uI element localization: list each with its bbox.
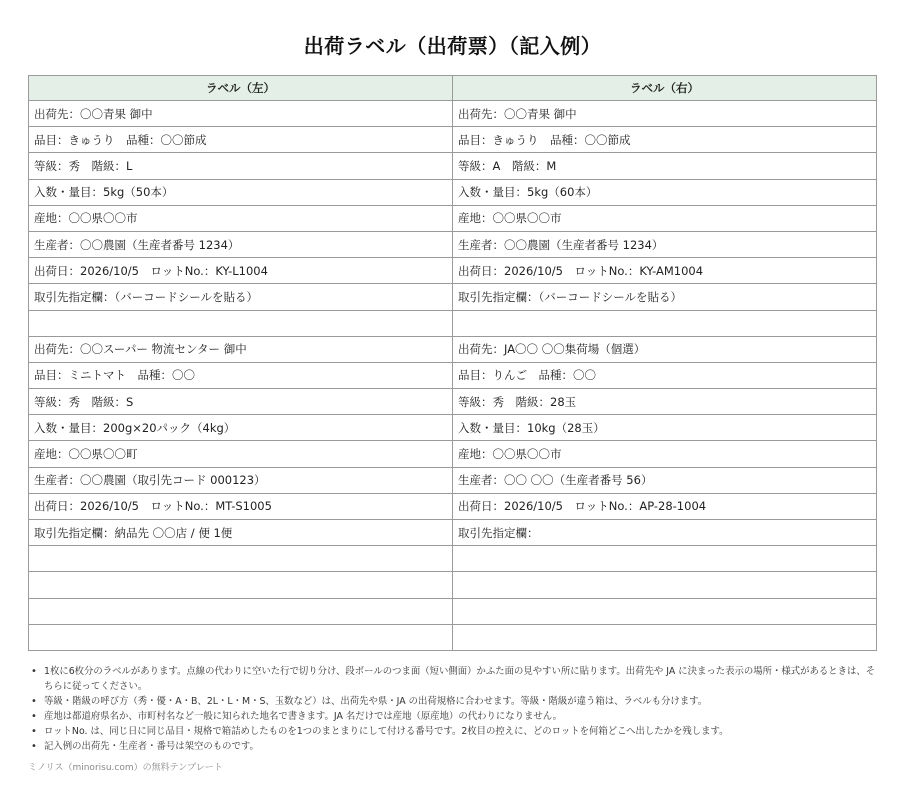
- label-right-cell[interactable]: 出荷日：2026/10/5 ロットNo.：KY-AM1004: [453, 258, 877, 284]
- label-right-cell[interactable]: 出荷先：JA〇〇 〇〇集荷場（個選）: [453, 336, 877, 362]
- table-row: [29, 624, 877, 650]
- label-left-cell[interactable]: [29, 624, 453, 650]
- table-row: [29, 467, 877, 493]
- footer-credit: ミノリス（minorisu.com）の無料テンプレート: [28, 763, 223, 773]
- label-right-cell[interactable]: 品目：きゅうり 品種：〇〇節成: [453, 127, 877, 153]
- column-header-right: ラベル（右）: [453, 76, 877, 101]
- table-row: [29, 310, 877, 336]
- table-row: [29, 362, 877, 388]
- table-row: [29, 231, 877, 257]
- note-item: • 産地は都道府県名か、市町村名など一般に知られた地名で書きます。JA 名だけでは産地（原産地）の代わりになりません。: [44, 709, 877, 724]
- label-left-cell[interactable]: [29, 546, 453, 572]
- note-item: • ロットNo. は、同じ日に同じ品目・規格で箱詰めしたものを1つのまとまりにして付ける番号です。2枚目の控えに、どのロットを何箱どこへ出したかを残します。: [44, 724, 877, 739]
- label-right-cell[interactable]: 取引先指定欄：: [453, 520, 877, 546]
- label-right-cell[interactable]: [453, 546, 877, 572]
- table-row: [29, 179, 877, 205]
- table-row: [29, 441, 877, 467]
- label-right-cell[interactable]: 入数・量目：5kg（60本）: [453, 179, 877, 205]
- label-right-cell[interactable]: 等級：A 階級：M: [453, 153, 877, 179]
- label-right-cell[interactable]: 出荷日：2026/10/5 ロットNo.：AP-28-1004: [453, 493, 877, 519]
- label-left-cell[interactable]: 取引先指定欄：（バーコードシールを貼る）: [29, 284, 453, 310]
- label-left-cell[interactable]: [29, 310, 453, 336]
- label-left-cell[interactable]: 生産者：〇〇農園（取引先コード 000123）: [29, 467, 453, 493]
- label-left-cell[interactable]: 生産者：〇〇農園（生産者番号 1234）: [29, 231, 453, 257]
- label-right-cell[interactable]: [453, 572, 877, 598]
- label-right-cell[interactable]: 産地：〇〇県〇〇市: [453, 205, 877, 231]
- label-left-cell[interactable]: 品目：ミニトマト 品種：〇〇: [29, 362, 453, 388]
- label-right-cell[interactable]: 産地：〇〇県〇〇市: [453, 441, 877, 467]
- label-left-cell[interactable]: [29, 598, 453, 624]
- label-right-cell[interactable]: [453, 624, 877, 650]
- table-row: [29, 546, 877, 572]
- table-row: [29, 258, 877, 284]
- table-row: [29, 127, 877, 153]
- page-title: 出荷ラベル（出荷票）（記入例）: [303, 34, 602, 58]
- table-row: [29, 389, 877, 415]
- note-item: • 1枚に6枚分のラベルがあります。点線の代わりに空いた行で切り分け、段ボールのつま面（短い側面）かふた面の見やすい所に貼ります。出荷先や JA に決まった表示の場所・様式があるときは、そちらに従ってください。: [44, 664, 877, 694]
- label-right-cell[interactable]: 出荷先：〇〇青果 御中: [453, 101, 877, 127]
- label-table: [28, 75, 877, 651]
- label-left-cell[interactable]: 等級：秀 階級：L: [29, 153, 453, 179]
- table-row: [29, 284, 877, 310]
- label-left-cell[interactable]: 入数・量目：5kg（50本）: [29, 179, 453, 205]
- label-left-cell[interactable]: 産地：〇〇県〇〇町: [29, 441, 453, 467]
- label-left-cell[interactable]: 産地：〇〇県〇〇市: [29, 205, 453, 231]
- table-row: [29, 493, 877, 519]
- label-right-cell[interactable]: 品目：りんご 品種：〇〇: [453, 362, 877, 388]
- table-row: [29, 101, 877, 127]
- label-left-cell[interactable]: [29, 572, 453, 598]
- table-row: [29, 598, 877, 624]
- label-table-body: [29, 101, 877, 651]
- label-right-cell[interactable]: 生産者：〇〇 〇〇（生産者番号 56）: [453, 467, 877, 493]
- label-left-cell[interactable]: 品目：きゅうり 品種：〇〇節成: [29, 127, 453, 153]
- label-right-cell[interactable]: 等級：秀 階級：28玉: [453, 389, 877, 415]
- label-right-cell[interactable]: 生産者：〇〇農園（生産者番号 1234）: [453, 231, 877, 257]
- column-header-left: ラベル（左）: [29, 76, 453, 101]
- table-row: [29, 336, 877, 362]
- label-right-cell[interactable]: [453, 598, 877, 624]
- table-row: [29, 415, 877, 441]
- label-left-cell[interactable]: 出荷先：〇〇スーパー 物流センター 御中: [29, 336, 453, 362]
- label-right-cell[interactable]: [453, 310, 877, 336]
- label-left-cell[interactable]: 入数・量目：200g×20パック（4kg）: [29, 415, 453, 441]
- table-row: [29, 572, 877, 598]
- label-left-cell[interactable]: 出荷日：2026/10/5 ロットNo.：KY-L1004: [29, 258, 453, 284]
- table-row: [29, 153, 877, 179]
- table-header-row: [29, 76, 877, 101]
- label-right-cell[interactable]: 取引先指定欄：（バーコードシールを貼る）: [453, 284, 877, 310]
- label-left-cell[interactable]: 取引先指定欄：納品先 〇〇店 / 便 1便: [29, 520, 453, 546]
- notes-list: [28, 664, 877, 754]
- label-left-cell[interactable]: 出荷先：〇〇青果 御中: [29, 101, 453, 127]
- label-right-cell[interactable]: 入数・量目：10kg（28玉）: [453, 415, 877, 441]
- label-left-cell[interactable]: 出荷日：2026/10/5 ロットNo.：MT-S1005: [29, 493, 453, 519]
- label-left-cell[interactable]: 等級：秀 階級：S: [29, 389, 453, 415]
- table-row: [29, 520, 877, 546]
- note-item: • 等級・階級の呼び方（秀・優・A・B、2L・L・M・S、玉数など）は、出荷先や県・JA の出荷規格に合わせます。等級・階級が違う箱は、ラベルも分けます。: [44, 694, 877, 709]
- note-item: • 記入例の出荷先・生産者・番号は架空のものです。: [44, 739, 877, 754]
- table-row: [29, 205, 877, 231]
